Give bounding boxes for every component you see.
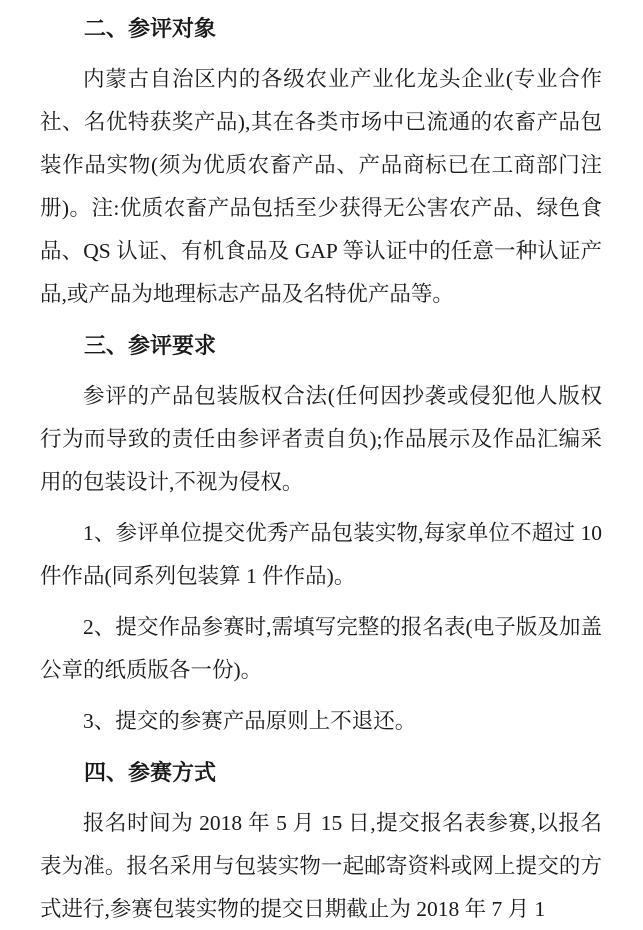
paragraph: 内蒙古自治区内的各级农业产业化龙头企业(专业合作社、名优特获奖产品),其在各类市场中已流通的农畜产品包装作品实物(须为优质农畜产品、产品商标已在工商部门注册)。注:优质农畜产品包括至少获得无公害农产品、绿色食品、QS 认证、有机食品及 GAP 等认证中的任意一种认证产品,或产品为地理标志产品及名特优产品等。 [40,67,602,306]
paragraph: 3、提交的参赛产品原则上不退还。 [83,709,417,733]
paragraph: 报名时间为 2018 年 5 月 15 日,提交报名表参赛,以报名表为准。报名采用与包装实物一起邮寄资料或网上提交的方式进行,参赛包装实物的提交日期截止为 2018 年 7 月 1 [40,811,602,921]
paragraph: 参评的产品包装版权合法(任何因抄袭或侵犯他人版权行为而导致的责任由参评者责自负);作品展示及作品汇编采用的包装设计,不视为侵权。 [40,384,602,494]
paragraph: 1、参评单位提交优秀产品包装实物,每家单位不超过 10 件作品(同系列包装算 1 件作品)。 [40,521,602,588]
section-heading: 二、参评对象 [84,16,217,41]
section-heading: 三、参评要求 [84,333,217,358]
paragraph: 2、提交作品参赛时,需填写完整的报名表(电子版及加盖公章的纸质版各一份)。 [40,615,602,682]
section-heading: 四、参赛方式 [84,760,217,785]
